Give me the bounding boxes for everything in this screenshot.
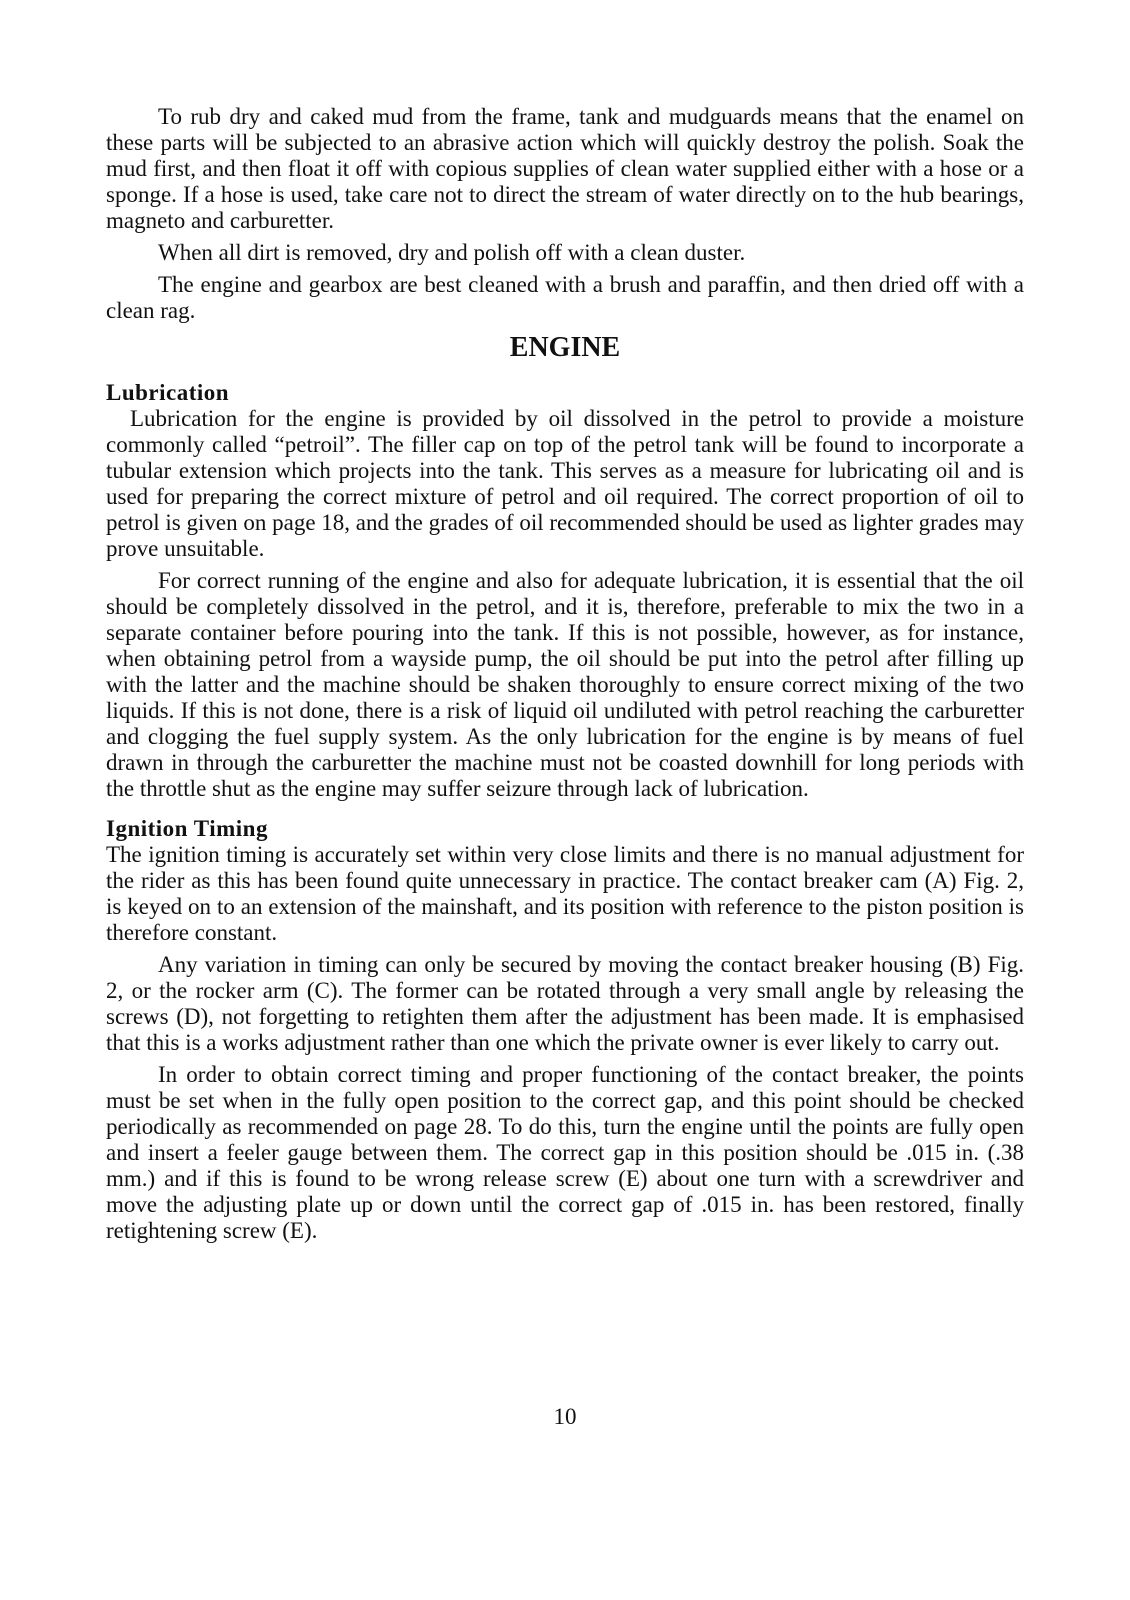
cleaning-paragraph-3: The engine and gearbox are best cleaned with a brush and paraffin, and then dried off with a clean rag. [106,272,1024,323]
page-body [106,104,1024,1250]
ignition-timing-paragraph-1: The ignition timing is accurately set within very close limits and there is no manual adjustment for the rider as this has been found quite unnecessary in practice. The contact breaker cam (A) Fig. 2, is keyed on to an extension of the mainshaft, and its position with reference to the piston position is therefore constant. [106,842,1024,945]
engine-heading: ENGINE [509,332,621,363]
lubrication-paragraph-1: Lubrication for the engine is provided by oil dissolved in the petrol to provide a moisture commonly called “petroil”. The filler cap on top of the petrol tank will be found to incorporate a tubular extension which projects into the tank. This serves as a measure for lubricating oil and is used for preparing the correct mixture of petrol and oil required. The correct proportion of oil to petrol is given on page 18, and the grades of oil recommended should be used as lighter grades may prove unsuitable. [106,406,1024,561]
lubrication-heading: Lubrication [106,380,230,405]
ignition-timing-heading: Ignition Timing [106,816,268,841]
lubrication-paragraph-2: For correct running of the engine and also for adequate lubrication, it is essential that the oil should be completely dissolved in the petrol, and it is, therefore, preferable to mix the two in a separate container before pouring into the tank. If this is not possible, however, as for instance, when obtaining petrol from a wayside pump, the oil should be put into the petrol after filling up with the latter and the machine should be shaken thoroughly to ensure correct mixing of the two liquids. If this is not done, there is a risk of liquid oil undiluted with petrol reaching the carburetter and clogging the fuel supply system. As the only lubrication for the engine is by means of fuel drawn in through the carburetter the machine must not be coasted downhill for long periods with the throttle shut as the engine may suffer seizure through lack of lubrication. [106,568,1024,801]
page-number: 10 [553,1404,577,1429]
ignition-timing-paragraph-3: In order to obtain correct timing and proper functioning of the contact breaker, the points must be set when in the fully open position to the correct gap, and this point should be checked periodically as recommended on page 28. To do this, turn the engine until the points are fully open and insert a feeler gauge between them. The correct gap in this position should be .015 in. (.38 mm.) and if this is found to be wrong release screw (E) about one turn with a screwdriver and move the adjusting plate up or down until the correct gap of .015 in. has been restored, finally retightening screw (E). [106,1062,1024,1243]
cleaning-paragraph-1: To rub dry and caked mud from the frame, tank and mudguards means that the enamel on these parts will be subjected to an abrasive action which will quickly destroy the polish. Soak the mud first, and then float it off with copious supplies of clean water supplied either with a hose or a sponge. If a hose is used, take care not to direct the stream of water directly on to the hub bearings, magneto and carburetter. [106,104,1024,233]
cleaning-paragraph-2: When all dirt is removed, dry and polish off with a clean duster. [158,240,746,265]
ignition-timing-paragraph-2: Any variation in timing can only be secured by moving the contact breaker housing (B) Fig. 2, or the rocker arm (C). The former can be rotated through a very small angle by releasing the screws (D), not forgetting to retighten them after the adjustment has been made. It is emphasised that this is a works adjustment rather than one which the private owner is ever likely to carry out. [106,952,1024,1055]
